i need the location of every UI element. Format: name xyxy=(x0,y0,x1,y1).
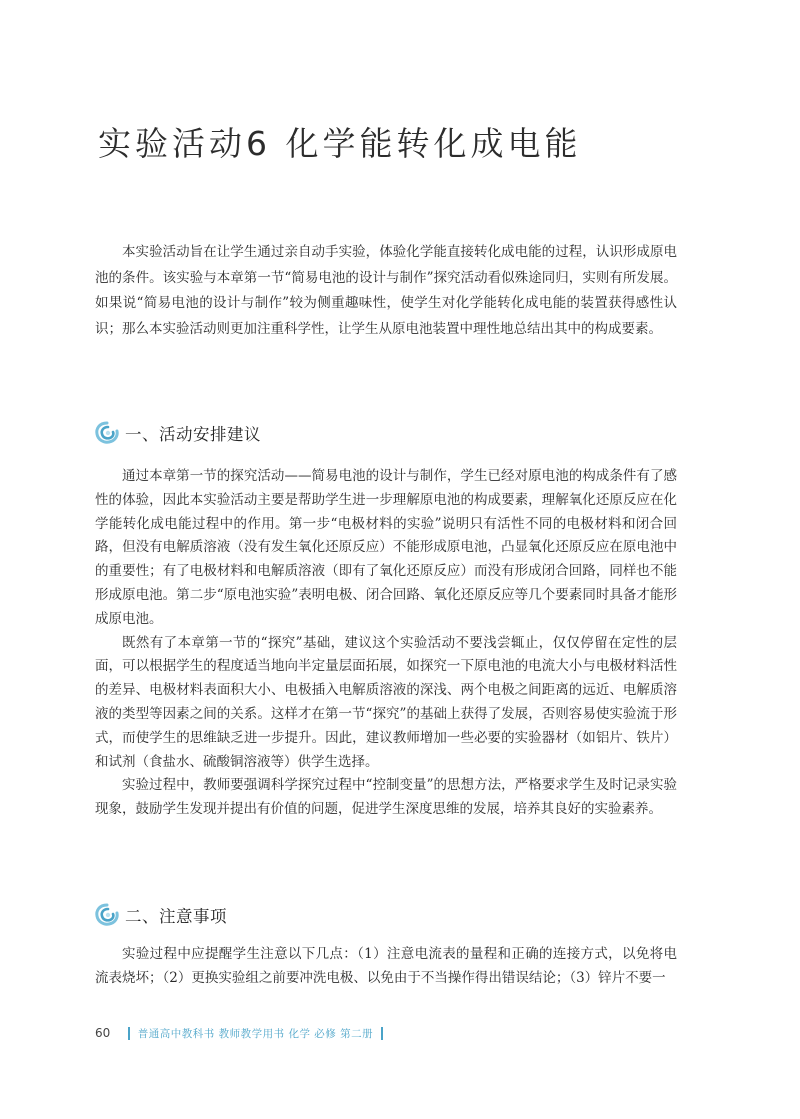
section-body-2 xyxy=(95,943,677,991)
divider xyxy=(381,1027,383,1040)
page-title: 实验活动6 化学能转化成电能 xyxy=(98,124,582,164)
swirl-icon xyxy=(93,420,121,446)
section-heading-1 xyxy=(93,420,261,446)
intro-text: 本实验活动旨在让学生通过亲自动手实验，体验化学能直接转化成电能的过程，认识形成原电池的条件。该实验与本章第一节“简易电池的设计与制作”探究活动看似殊途同归，实则有所发展。如果说“简易电池的设计与制作”较为侧重趣味性，使学生对化学能转化成电能的装置获得感性认识；那么本实验活动则更加注重科学性，让学生从原电池装置中理性地总结出其中的构成要素。 xyxy=(95,244,677,337)
section-body-1 xyxy=(95,465,677,822)
book-title: 普通高中教科书 教师教学用书 化学 必修 第二册 xyxy=(137,1027,374,1040)
section-title-1: 一、活动安排建议 xyxy=(125,425,261,444)
paragraph: 既然有了本章第一节的“探究”基础，建议这个实验活动不要浅尝辄止，仅仅停留在定性的层面，可以根据学生的程度适当地向半定量层面拓展，如探究一下原电池的电流大小与电极材料活性的差异、电极材料表面积大小、电极插入电解质溶液的深浅、两个电极之间距离的远近、电解质溶液的类型等因素之间的关系。这样才在第一节“探究”的基础上获得了发展，否则容易使实验流于形式，而使学生的思维缺乏进一步提升。因此，建议教师增加一些必要的实验器材（如铝片、铁片）和试剂（食盐水、硫酸铜溶液等）供学生选择。 xyxy=(95,634,677,770)
paragraph: 实验过程中应提醒学生注意以下几点：（1）注意电流表的量程和正确的连接方式，以免将电流表烧坏；（2）更换实验组之前要冲洗电极、以免由于不当操作得出错误结论；（3）锌片不要一 xyxy=(95,946,677,986)
divider xyxy=(128,1027,130,1040)
swirl-icon xyxy=(93,902,121,928)
intro-paragraph xyxy=(95,240,677,342)
section-heading-2 xyxy=(93,902,227,928)
section-title-2: 二、注意事项 xyxy=(125,907,227,926)
page-number: 60 xyxy=(95,1026,111,1040)
page-footer xyxy=(95,1023,383,1043)
paragraph: 实验过程中，教师要强调科学探究过程中“控制变量”的思想方法，严格要求学生及时记录实验现象，鼓励学生发现并提出有价值的问题，促进学生深度思维的发展，培养其良好的实验素养。 xyxy=(95,777,677,818)
paragraph: 通过本章第一节的探究活动——简易电池的设计与制作，学生已经对原电池的构成条件有了感性的体验，因此本实验活动主要是帮助学生进一步理解原电池的构成要素，理解氧化还原反应在化学能转化成电能过程中的作用。第一步“电极材料的实验”说明只有活性不同的电极材料和闭合回路，但没有电解质溶液（没有发生氧化还原反应）不能形成原电池，凸显氧化还原反应在原电池中的重要性；有了电极材料和电解质溶液（即有了氧化还原反应）而没有形成闭合回路，同样也不能形成原电池。第二步“原电池实验”表明电极、闭合回路、氧化还原反应等几个要素同时具备才能形成原电池。 xyxy=(95,468,677,627)
